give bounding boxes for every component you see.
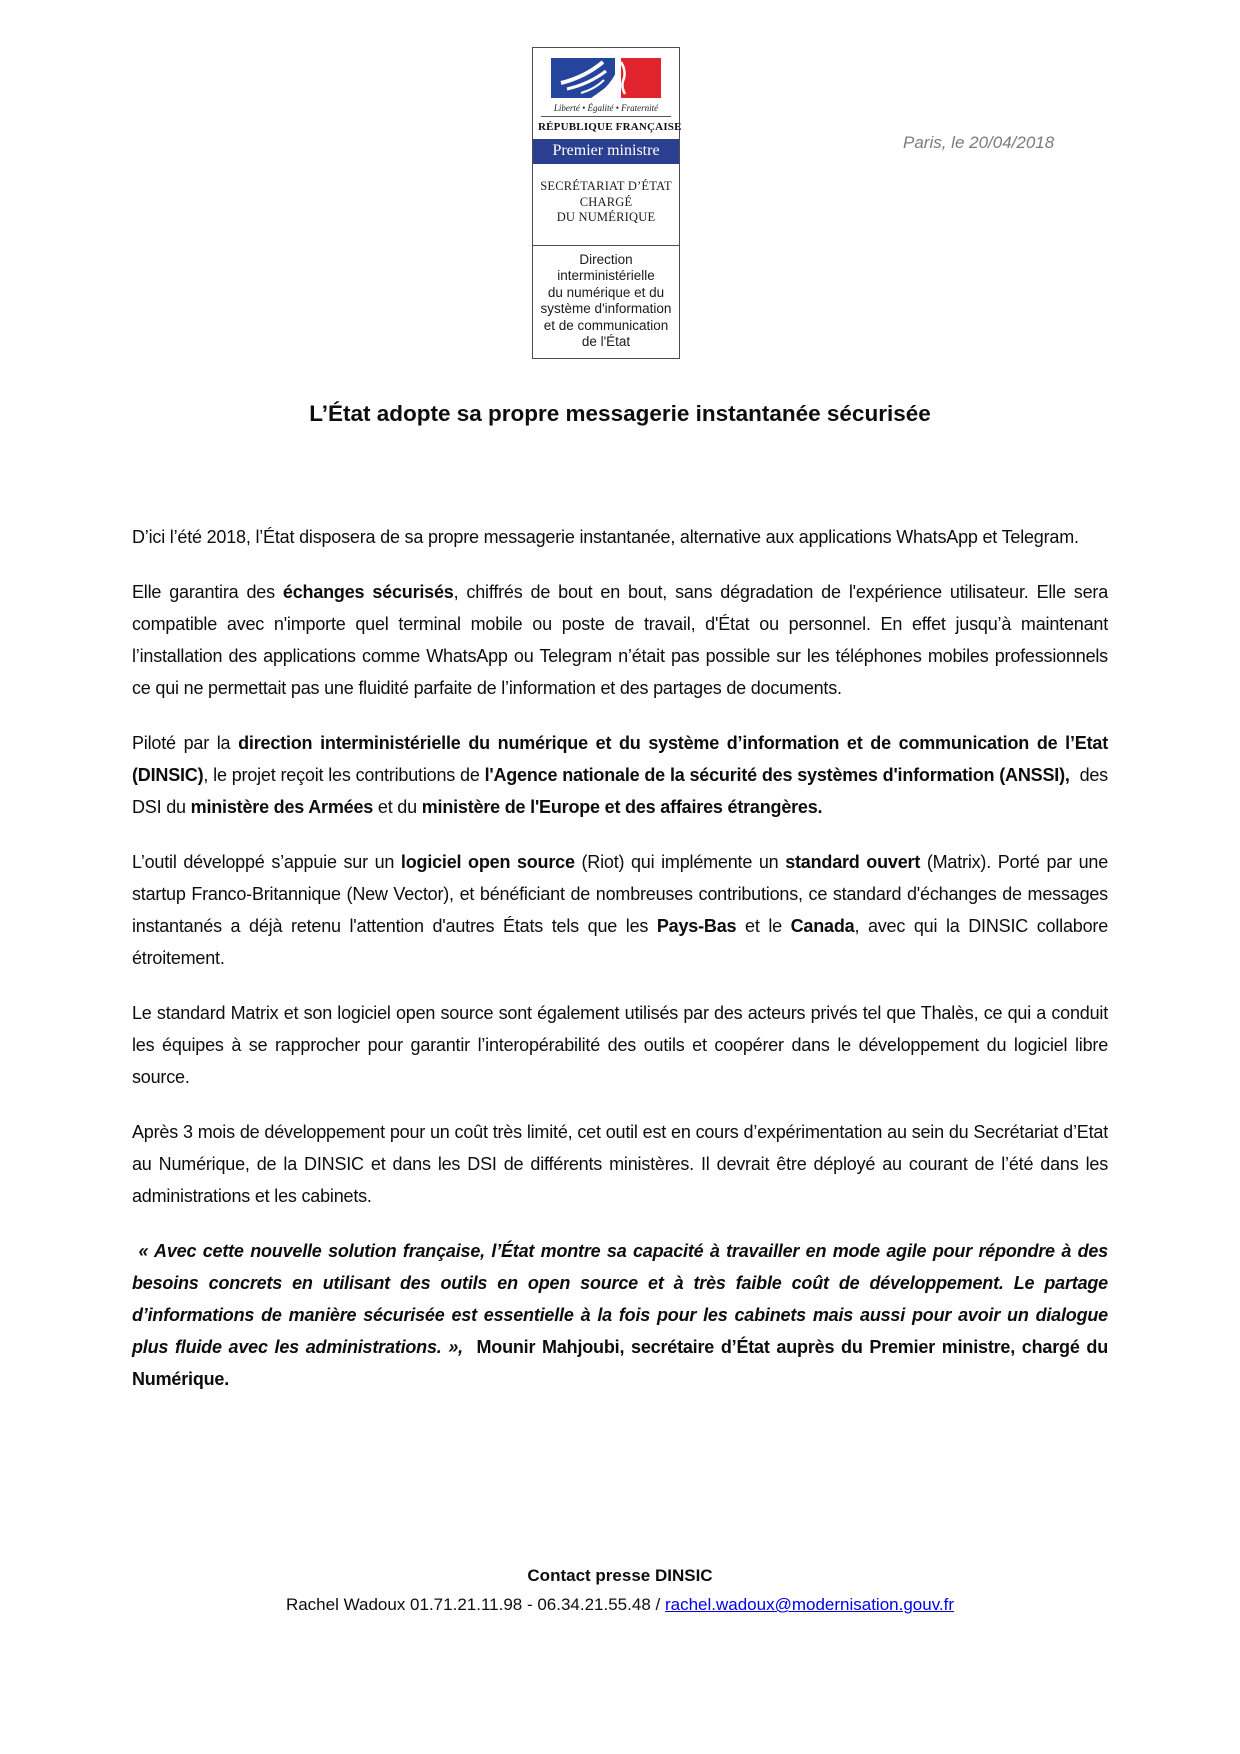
direction-line: de l'État xyxy=(581,334,631,350)
gov-logo-block xyxy=(532,47,680,359)
contact-line xyxy=(132,1595,1108,1615)
paragraph: « Avec cette nouvelle solution française, l’État montre sa capacité à travailler en mode agile pour répondre à des besoins concrets en utilisant des outils en open source et à très faible coût de développement. Le partage d’informations de manière sécurisée est essentielle à la fois pour les cabinets mais aussi pour avoir un dialogue plus fluide avec les administrations. », Mounir Mahjoubi, secrétaire d’État auprès du Premier ministre, chargé du Numérique. xyxy=(132,1241,1108,1389)
paragraph: D’ici l’été 2018, l’État disposera de sa propre messagerie instantanée, alternative aux applications WhatsApp et Telegram. xyxy=(132,527,1079,547)
direction-line: du numérique et du xyxy=(547,284,665,300)
secretariat-line: SECRÉTARIAT D’ÉTAT xyxy=(540,179,672,193)
date-line: Paris, le 20/04/2018 xyxy=(903,133,1055,152)
premier-ministre-band: Premier ministre xyxy=(532,139,680,164)
paragraph: L’outil développé s’appuie sur un logiciel open source (Riot) qui implémente un standard ouvert (Matrix). Porté par une startup Franco-Britannique (New Vector), et bénéficiant de nombreuses contributions, ce standard d'échanges de messages instantanés a déjà retenu l'attention d'autres États tels que les Pays-Bas et le Canada, avec qui la DINSIC collabore étroitement. xyxy=(132,852,1109,968)
paragraph: Le standard Matrix et son logiciel open source sont également utilisés par des acteurs privés tel que Thalès, ce qui a conduit les équipes à se rapprocher pour garantir l’interopérabilité des outils et coopérer dans le développement du logiciel libre source. xyxy=(132,1003,1108,1087)
direction-line: interministérielle xyxy=(557,268,655,284)
contact-name-phones: Rachel Wadoux 01.71.21.11.98 - 06.34.21.55.48 / xyxy=(285,1595,665,1614)
dinsic-direction-box xyxy=(532,245,680,359)
marianne-tricolor-icon xyxy=(551,58,661,98)
email-link[interactable]: rachel.wadoux@modernisation.gouv.fr xyxy=(664,1595,955,1614)
direction-line: et de communication xyxy=(543,317,669,333)
motto-label: Liberté • Égalité • Fraternité xyxy=(541,103,671,117)
contact-title: Contact presse DINSIC xyxy=(527,1566,713,1585)
paragraph: Elle garantira des échanges sécurisés, chiffrés de bout en bout, sans dégradation de l'expérience utilisateur. Elle sera compatible avec n'importe quel terminal mobile ou poste de travail, d'État ou personnel. En effet jusqu’à maintenant l’installation des applications comme WhatsApp ou Telegram n’était pas possible sur les téléphones mobiles professionnels ce qui ne permettait pas une fluidité parfaite de l’information et des partages de documents. xyxy=(132,582,1109,698)
secretariat-detat-box xyxy=(532,164,680,246)
paragraph: Piloté par la direction interministérielle du numérique et du système d’information et de communication de l’Etat (DINSIC), le projet reçoit les contributions de l'Agence nationale de la sécurité des systèmes d'information (ANSSI), des DSI du ministère des Armées et du ministère de l'Europe et des affaires étrangères. xyxy=(132,733,1108,817)
republique-francaise-emblem xyxy=(532,47,680,139)
direction-line: système d'information xyxy=(540,301,672,317)
secretariat-line: DU NUMÉRIQUE xyxy=(556,210,656,225)
document-title: L’État adopte sa propre messagerie instantanée sécurisée xyxy=(309,401,931,426)
paragraph: Après 3 mois de développement pour un coût très limité, cet outil est en cours d’expérimentation au sein du Secrétariat d’Etat au Numérique, de la DINSIC et dans les DSI de différents ministères. Il devrait être déployé au courant de l’été dans les administrations et les cabinets. xyxy=(132,1122,1108,1206)
body-text xyxy=(132,521,1108,1418)
footer-contact xyxy=(132,1566,1108,1615)
secretariat-line: CHARGÉ xyxy=(579,194,633,209)
republique-francaise-label: RÉPUBLIQUE FRANÇAISE xyxy=(538,121,682,133)
direction-line: Direction xyxy=(579,251,633,267)
